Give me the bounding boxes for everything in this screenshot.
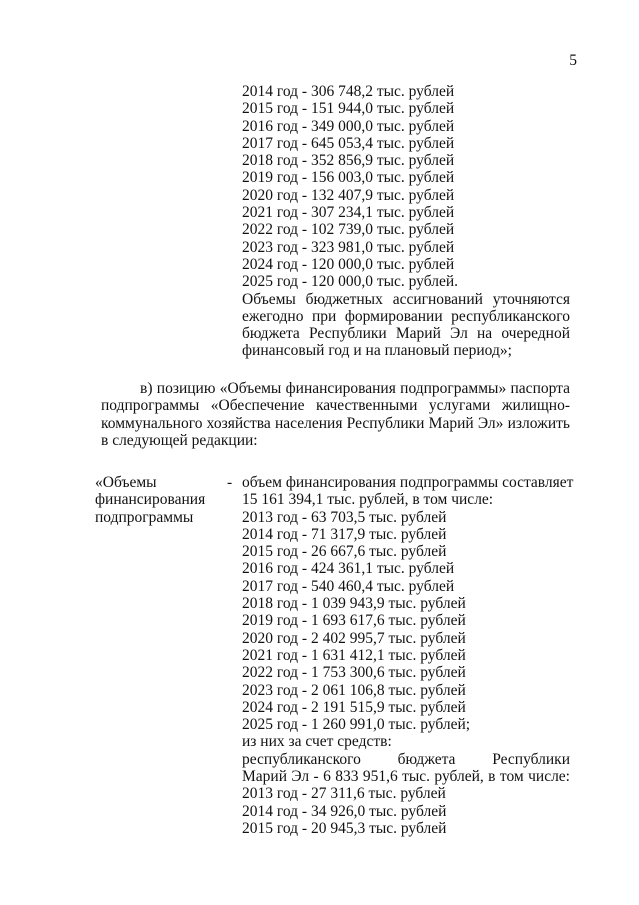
funding-by-year-block <box>242 83 570 360</box>
value-line: 2024 год - 2 191 515,9 тыс. рублей <box>242 698 466 716</box>
note-line: Объемы бюджетных ассигнований уточняются <box>242 290 570 308</box>
paragraph-line: в следующей редакции: <box>101 431 258 449</box>
year-line: 2024 год - 120 000,0 тыс. рублей <box>242 255 455 273</box>
value-line: 2023 год - 2 061 106,8 тыс. рублей <box>242 681 466 699</box>
note-line: бюджета Республики Марий Эл на очередной <box>242 325 570 343</box>
year-line: 2014 год - 306 748,2 тыс. рублей <box>242 83 455 100</box>
table-label <box>95 474 225 526</box>
value-line: 2021 год - 1 631 412,1 тыс. рублей <box>242 646 466 664</box>
value-line: 2017 год - 540 460,4 тыс. рублей <box>242 577 455 595</box>
note-line: ежегодно при формировании республиканского <box>242 307 570 325</box>
value-line: 2014 год - 34 926,0 тыс. рублей <box>242 802 447 820</box>
value-line: 2018 год - 1 039 943,9 тыс. рублей <box>242 595 466 613</box>
label-line: финансирования <box>95 491 206 509</box>
value-line: 2016 год - 424 361,1 тыс. рублей <box>242 560 455 578</box>
value-line: из них за счет средств: <box>242 733 392 751</box>
value-line: 2025 год - 1 260 991,0 тыс. рублей; <box>242 716 471 734</box>
note-line: финансовый год и на плановый период»; <box>242 342 512 360</box>
value-line: 2015 год - 26 667,6 тыс. рублей <box>242 543 447 561</box>
value-line: 2020 год - 2 402 995,7 тыс. рублей <box>242 629 466 647</box>
value-line: республиканского бюджета Республики <box>242 750 570 768</box>
year-line: 2022 год - 102 739,0 тыс. рублей <box>242 221 455 239</box>
paragraph-line: в) позицию «Объемы финансирования подпрограммы» паспорта <box>140 380 570 397</box>
value-line: 15 161 394,1 тыс. рублей, в том числе: <box>242 491 494 509</box>
year-line: 2017 год - 645 053,4 тыс. рублей <box>242 134 455 152</box>
label-line: подпрограммы <box>95 508 194 526</box>
paragraph-line: коммунального хозяйства населения Республики Марий Эл» изложить <box>101 414 570 432</box>
amendment-paragraph <box>101 380 570 449</box>
value-line: 2019 год - 1 693 617,6 тыс. рублей <box>242 612 466 630</box>
year-line: 2016 год - 349 000,0 тыс. рублей <box>242 117 455 135</box>
year-line: 2020 год - 132 407,9 тыс. рублей <box>242 186 455 204</box>
year-line: 2019 год - 156 003,0 тыс. рублей <box>242 169 455 187</box>
year-line: 2025 год - 120 000,0 тыс. рублей. <box>242 273 459 291</box>
page-number: 5 <box>569 52 577 69</box>
value-line: Марий Эл - 6 833 951,6 тыс. рублей, в том числе: <box>242 768 570 786</box>
table-value <box>242 474 574 837</box>
year-line: 2015 год - 151 944,0 тыс. рублей <box>242 100 455 118</box>
value-line: 2014 год - 71 317,9 тыс. рублей <box>242 525 447 543</box>
value-line: 2022 год - 1 753 300,6 тыс. рублей <box>242 664 466 682</box>
table-dash: - <box>227 474 233 491</box>
year-line: 2021 год - 307 234,1 тыс. рублей <box>242 204 455 222</box>
value-line: объем финансирования подпрограммы составляет <box>242 474 574 491</box>
value-line: 2013 год - 27 311,6 тыс. рублей <box>242 785 446 803</box>
paragraph-line: подпрограммы «Обеспечение качественными услугами жилищно- <box>101 397 570 415</box>
year-line: 2023 год - 323 981,0 тыс. рублей <box>242 238 455 256</box>
year-line: 2018 год - 352 856,9 тыс. рублей <box>242 152 455 170</box>
value-line: 2013 год - 63 703,5 тыс. рублей <box>242 508 447 526</box>
value-line: 2015 год - 20 945,3 тыс. рублей <box>242 819 447 837</box>
label-line: «Объемы <box>95 474 157 491</box>
